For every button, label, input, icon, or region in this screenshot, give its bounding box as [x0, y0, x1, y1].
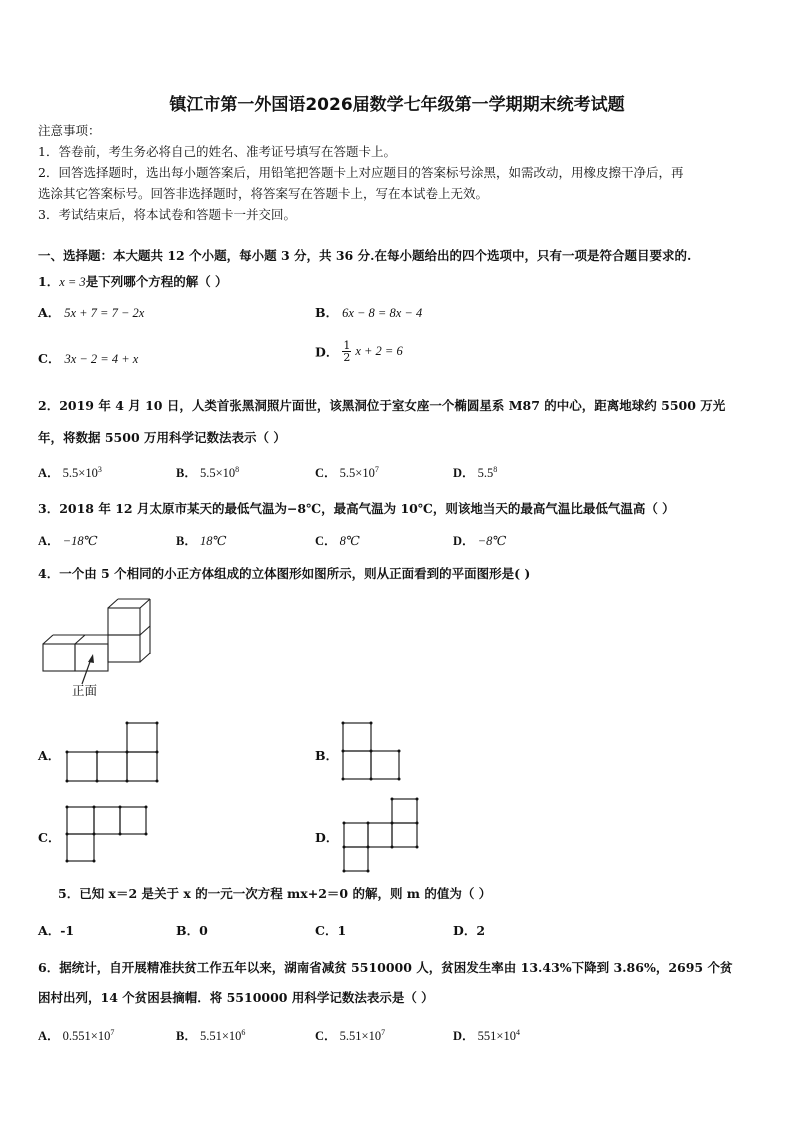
q5-stem: 5．已知 x＝2 是关于 x 的一元一次方程 mx+2＝0 的解，则 m 的值为（ ）	[58, 886, 492, 901]
q4-stem: 4．一个由 5 个相同的小正方体组成的立体图形如图所示，则从正面看到的平面图形是( )	[38, 566, 531, 581]
q4-option-c-figure	[66, 806, 148, 862]
q1-option-d: D． $\frac{1}{2}$ x + 2 = 6	[315, 339, 403, 364]
q1-number: 1．	[38, 274, 60, 289]
q3-option-b: B． 18℃	[176, 534, 227, 548]
q1-option-b: B． 6x − 8 = 8x − 4	[315, 305, 423, 320]
notice-item-2-cont: 选涂其它答案标号。回答非选择题时，将答案写在答题卡上，写在本试卷上无效。	[38, 186, 489, 201]
notice-item-3: 3．考试结束后，将本试卷和答题卡一并交回。	[38, 207, 296, 222]
q4-front-label: 正面	[72, 683, 98, 698]
q5-option-d: D．2	[453, 923, 486, 938]
q3-option-c: C． 8℃	[315, 534, 360, 548]
q3-stem: 3．2018 年 12 月太原市某天的最低气温为−8℃，最高气温为 10℃，则该地当天的最高气温比最低气温高（ ）	[38, 501, 675, 516]
q1-option-a: A． 5x + 7 = 7 − 2x	[38, 305, 145, 320]
q4-option-c-label: C．	[38, 830, 61, 845]
notice-item-2: 2．回答选择题时，选出每小题答案后，用铅笔把答题卡上对应题目的答案标号涂黑，如需改动，用橡皮擦干净后，再	[38, 165, 684, 180]
q2-option-a: A． $5.5\times 10^3$	[38, 464, 102, 480]
page-title: 镇江市第一外国语2026届数学七年级第一学期期末统考试题	[169, 95, 625, 115]
q2-stem-line1: 2．2019 年 4 月 10 日，人类首张黑洞照片面世，该黑洞位于室女座一个椭圆星系 M87 的中心，距离地球约 5500 万光	[38, 398, 726, 413]
q6-option-d: D． $551\times 10^4$	[453, 1027, 520, 1043]
q4-option-b-figure	[342, 722, 400, 780]
q4-option-b-label: B．	[315, 748, 339, 763]
q1-stem	[38, 272, 228, 290]
q5-option-b: B．0	[176, 923, 208, 938]
q2-option-d: D． $5.5^8$	[453, 464, 498, 480]
q4-option-a-figure	[66, 722, 158, 782]
notice-heading: 注意事项：	[38, 123, 101, 138]
q2-option-c: C． $5.5\times 10^7$	[315, 464, 379, 480]
q6-option-c: C． $5.51\times 10^7$	[315, 1027, 386, 1043]
q1-stem-math: x = 3	[59, 275, 86, 289]
q6-option-b: B． $5.51\times 10^6$	[176, 1027, 246, 1043]
q3-option-d: D． −8℃	[453, 534, 507, 548]
q6-option-a: A． $0.551\times 10^7$	[38, 1027, 115, 1043]
q3-option-a: A． −18℃	[38, 534, 98, 548]
notice-item-1: 1．答卷前，考生务必将自己的姓名、准考证号填写在答题卡上。	[38, 144, 396, 159]
q4-option-d-figure	[343, 798, 419, 873]
q4-option-a-label: A．	[38, 748, 61, 763]
q1-option-c: C． 3x − 2 = 4 + x	[38, 351, 139, 366]
q2-stem-line2: 年，将数据 5500 万用科学记数法表示（ ）	[38, 430, 286, 445]
q2-option-b: B． $5.5\times 10^8$	[176, 464, 240, 480]
q6-stem-line1: 6．据统计，自开展精准扶贫工作五年以来，湖南省减贫 5510000 人，贫困发生率由 13.43%下降到 3.86%，2695 个贫	[38, 960, 733, 975]
q4-cube-figure	[38, 596, 153, 702]
q4-arrow-icon	[82, 654, 94, 684]
section-heading: 一、选择题：本大题共 12 个小题，每小题 3 分，共 36 分.在每小题给出的四个选项中，只有一项是符合题目要求的.	[38, 248, 692, 263]
q1-stem-text: 是下列哪个方程的解（ ）	[85, 274, 228, 289]
q5-option-a: A．-1	[38, 923, 75, 938]
q5-option-c: C．1	[315, 923, 347, 938]
q4-option-d-label: D．	[315, 830, 339, 845]
q6-stem-line2: 困村出列，14 个贫困县摘帽．将 5510000 用科学记数法表示是（ ）	[38, 990, 434, 1005]
